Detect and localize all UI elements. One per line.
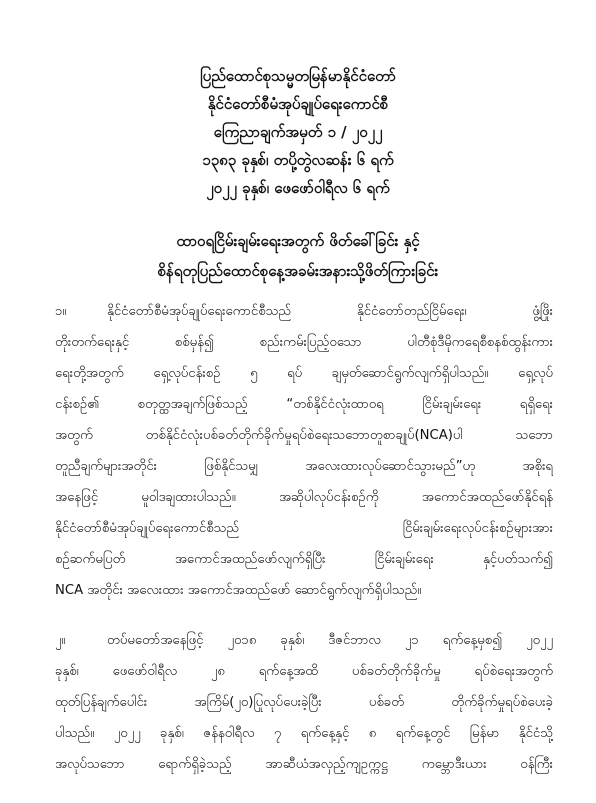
document-heading xyxy=(0,62,596,202)
subject-line-1: ထာဝရငြိမ်းချမ်းရေးအတွက် ဖိတ်ခေါ်ခြင်း နှင့် xyxy=(176,232,420,250)
country-name: ပြည်ထောင်စုသမ္မတမြန်မာနိုင်ငံတော် xyxy=(200,67,396,85)
paragraph-line xyxy=(55,625,553,656)
paragraph-line: တိုးတက်ရေးနှင့် စစ်မှန်၍ စည်းကမ်းပြည့်ဝသော ပါတီစုံဒီမိုကရေစီစနစ်ထွန်းကား xyxy=(55,335,553,350)
paragraph-line: စဉ်ဆက်မပြတ် အကောင်အထည်ဖော်လျက်ရှိပြီး ငြိမ်းချမ်းရေး နှင့်ပတ်သက်၍ xyxy=(55,552,553,567)
paragraph-line: ခုနှစ်၊ ဖေဖော်ဝါရီလ ၂၈ ရက်နေ့အထိ ပစ်ခတ်တိုက်ခိုက်မှု ရပ်စဲရေးအတွက် xyxy=(55,664,553,679)
paragraph-line: အတွက် တစ်နိုင်ငံလုံးပစ်ခတ်တိုက်ခိုက်မှုရပ်စဲရေးသဘောတူစာချုပ်(NCA)ပါ သဘော xyxy=(55,428,553,443)
gregorian-date: ၂၀၂၂ ခုနှစ်၊ ဖေဖော်ဝါရီလ ၆ ရက် xyxy=(206,179,390,197)
paragraph-2 xyxy=(55,625,553,780)
paragraph-line: အနေဖြင့် မူဝါဒချထားပါသည်။ အဆိုပါလုပ်ငန်းစဉ်ကို အကောင်အထည်ဖော်နိုင်ရန် xyxy=(55,490,553,505)
announcement-number: ကြေညာချက်အမှတ် ၁ / ၂၀၂၂ xyxy=(213,123,383,141)
paragraph-line: ငန်းစဉ်၏ စတုတ္ထအချက်ဖြစ်သည့် “တစ်နိုင်ငံလုံးထာဝရ ငြိမ်းချမ်းရေး ရရှိရေး xyxy=(55,397,553,412)
announcement-subject xyxy=(0,226,596,286)
paragraph-line: နိုင်ငံတော်စီမံအုပ်ချုပ်ရေးကောင်စီသည် ငြိမ်းချမ်းရေးလုပ်ငန်းစဉ်များအား xyxy=(55,521,553,536)
paragraph-line: အလုပ်သဘော ရောက်ရှိခဲ့သည့် အာဆီယံအလှည့်ကျဥက္ကဋ္ဌ ကမ္ဘောဒီးယား ဝန်ကြီး xyxy=(55,757,553,772)
paragraph-text: နိုင်ငံတော်စီမံအုပ်ချုပ်ရေးကောင်စီသည် နိုင်ငံတော်တည်ငြိမ်ရေး၊ ဖွံ့ဖြိုး xyxy=(107,304,553,319)
myanmar-calendar-date: ၁၃၈၃ ခုနှစ်၊ တပို့တွဲလဆန်း ၆ ရက် xyxy=(202,151,394,169)
paragraph-line xyxy=(55,296,553,327)
paragraph-line: ပါသည်။ ၂၀၂၂ ခုနှစ်၊ ဇန်နဝါရီလ ၇ ရက်နေ့နှင့် ၈ ရက်နေ့တွင် မြန်မာ နိုင်ငံသို့ xyxy=(55,726,553,741)
paragraph-line: ရေးတို့အတွက် ရှေ့လုပ်ငန်းစဉ် ၅ ရပ် ချမှတ်ဆောင်ရွက်လျက်ရှိပါသည်။ ရှေ့လုပ် xyxy=(55,366,553,381)
subject-line-2: စိန်ရတုပြည်ထောင်စုနေ့အခမ်းအနားသို့ဖိတ်ကြားခြင်း xyxy=(157,262,439,280)
paragraph-line: ထုတ်ပြန်ချက်ပေါင်း အကြိမ်(၂၀)ပြုလုပ်ပေးခဲ့ပြီး ပစ်ခတ် တိုက်ခိုက်မှုရပ်စဲပေးခဲ့ xyxy=(55,695,553,710)
paragraph-number: ၂။ xyxy=(55,633,66,648)
paragraph-number: ၁။ xyxy=(55,304,67,319)
paragraph-1 xyxy=(55,296,553,606)
paragraph-line: တူညီချက်များအတိုင်း ဖြစ်နိုင်သမျှ အလေးထားလုပ်ဆောင်သွားမည်”ဟု အစိုးရ xyxy=(55,459,553,474)
paragraph-line: NCA အတိုင်း အလေးထား အကောင်အထည်ဖော် ဆောင်ရွက်လျက်ရှိပါသည်။ xyxy=(55,583,422,598)
council-name: နိုင်ငံတော်စီမံအုပ်ချုပ်ရေးကောင်စီ xyxy=(207,95,389,113)
paragraph-text: တပ်မတော်အနေဖြင့် ၂၀၁၈ ခုနှစ်၊ ဒီဇင်ဘာလ ၂၁ ရက်နေ့မှစ၍ ၂၀၂၂ xyxy=(107,633,553,648)
